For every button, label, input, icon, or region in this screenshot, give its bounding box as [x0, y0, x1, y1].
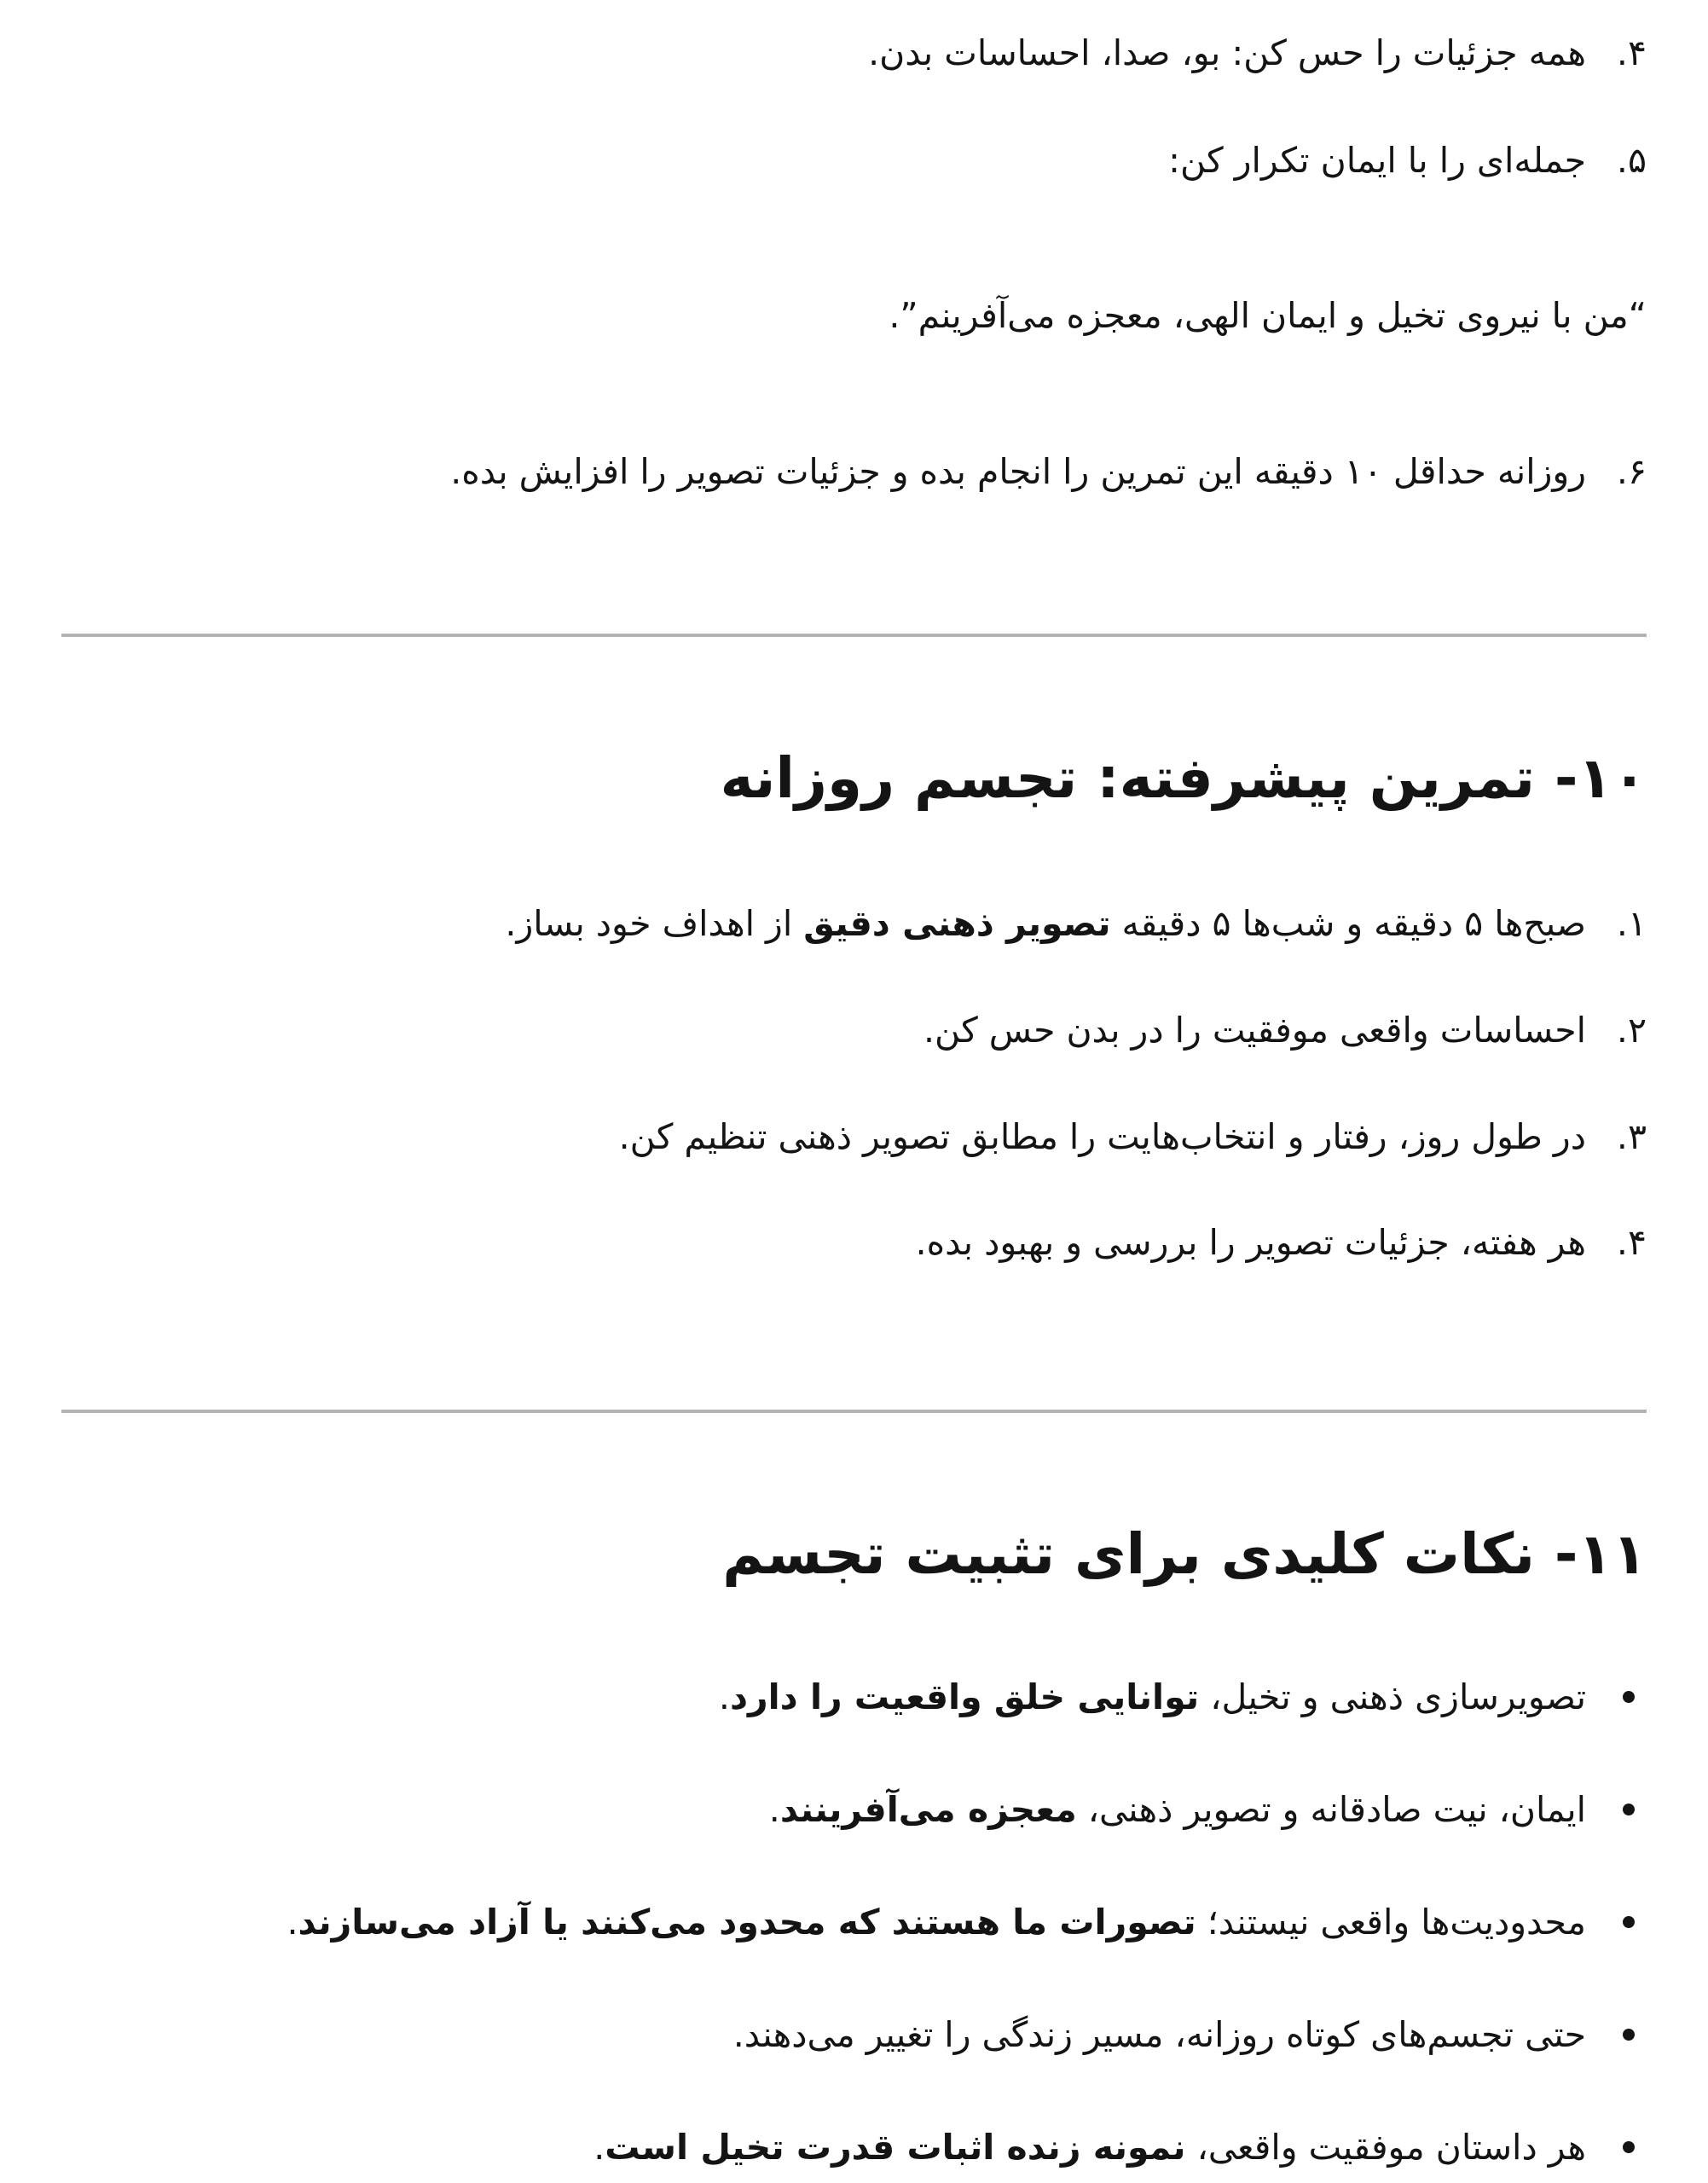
list-item: [0, 1005, 1708, 1056]
list-item: [0, 898, 1708, 949]
list-item: [0, 1111, 1708, 1162]
emphasis-text: توانایی خلق واقعیت را دارد: [729, 1676, 1200, 1717]
list-item: [0, 135, 1708, 186]
list-item-text: در طول روز، رفتار و انتخاب‌هایت را مطابق تصویر ذهنی تنظیم کن.: [618, 1116, 1586, 1157]
bullet-item: [0, 2122, 1708, 2173]
emphasis-text: معجزه می‌آفرینند: [779, 1789, 1077, 1830]
affirmation-quote: [0, 290, 1708, 341]
section-divider: [61, 634, 1647, 637]
section-divider: [61, 1410, 1647, 1413]
list-item-text: هر هفته، جزئیات تصویر را بررسی و بهبود بده.: [915, 1222, 1586, 1263]
section-10-heading: ۱۰- تمرین پیشرفته: تجسم روزانه: [720, 745, 1647, 811]
bullet-icon: [1623, 1916, 1635, 1928]
list-number: ۴.: [1616, 1222, 1647, 1263]
list-number: ۳.: [1616, 1116, 1647, 1157]
section-11-heading: ۱۱- نکات کلیدی برای تثبیت تجسم: [722, 1521, 1647, 1587]
bullet-item: [0, 1784, 1708, 1835]
emphasis-text: تصویر ذهنی دقیق: [803, 903, 1111, 944]
bullet-icon: [1623, 2141, 1635, 2153]
bullet-icon: [1623, 2029, 1635, 2041]
bullet-item: [0, 1671, 1708, 1723]
bullet-icon: [1623, 1691, 1635, 1703]
list-item-text: احساسات واقعی موفقیت را در بدن حس کن.: [923, 1010, 1586, 1051]
list-number: ۴.: [1616, 32, 1647, 73]
list-item-text: روزانه حداقل ۱۰ دقیقه این تمرین را انجام بده و جزئیات تصویر را افزایش بده.: [450, 451, 1586, 492]
quote-text: “من با نیروی تخیل و ایمان الهی، معجزه می‌آفرینم”.: [889, 295, 1647, 336]
list-item-text: همه جزئیات را حس کن: بو، صدا، احساسات بدن.: [868, 32, 1586, 73]
list-item: [0, 1217, 1708, 1268]
emphasis-text: تصورات ما هستند که محدود می‌کنند یا آزاد می‌سازند: [298, 1902, 1196, 1943]
list-number: ۲.: [1616, 1010, 1647, 1051]
list-number: ۵.: [1616, 140, 1647, 181]
list-number: ۱.: [1616, 903, 1647, 944]
bullet-icon: [1623, 1804, 1635, 1815]
list-item: [0, 27, 1708, 78]
bullet-item: [0, 2009, 1708, 2060]
list-number: ۶.: [1616, 451, 1647, 492]
bullet-item-text: هر داستان موفقیت واقعی، نمونه زنده اثبات قدرت تخیل است.: [593, 2127, 1586, 2168]
list-item-text: صبح‌ها ۵ دقیقه و شب‌ها ۵ دقیقه تصویر ذهنی دقیق از اهداف خود بساز.: [505, 903, 1586, 944]
bullet-item-text: محدودیت‌ها واقعی نیستند؛ تصورات ما هستند که محدود می‌کنند یا آزاد می‌سازند.: [287, 1902, 1586, 1943]
bullet-item-text: ایمان، نیت صادقانه و تصویر ذهنی، معجزه می‌آفرینند.: [768, 1789, 1586, 1830]
bullet-item-text: حتی تجسم‌های کوتاه روزانه، مسیر زندگی را تغییر می‌دهند.: [732, 2014, 1586, 2055]
list-item-text: جمله‌ای را با ایمان تکرار کن:: [1168, 140, 1586, 181]
bullet-item: [0, 1896, 1708, 1948]
emphasis-text: نمونه زنده اثبات قدرت تخیل است: [605, 2127, 1186, 2168]
bullet-item-text: تصویرسازی ذهنی و تخیل، توانایی خلق واقعیت را دارد.: [718, 1676, 1586, 1717]
list-item: [0, 446, 1708, 497]
